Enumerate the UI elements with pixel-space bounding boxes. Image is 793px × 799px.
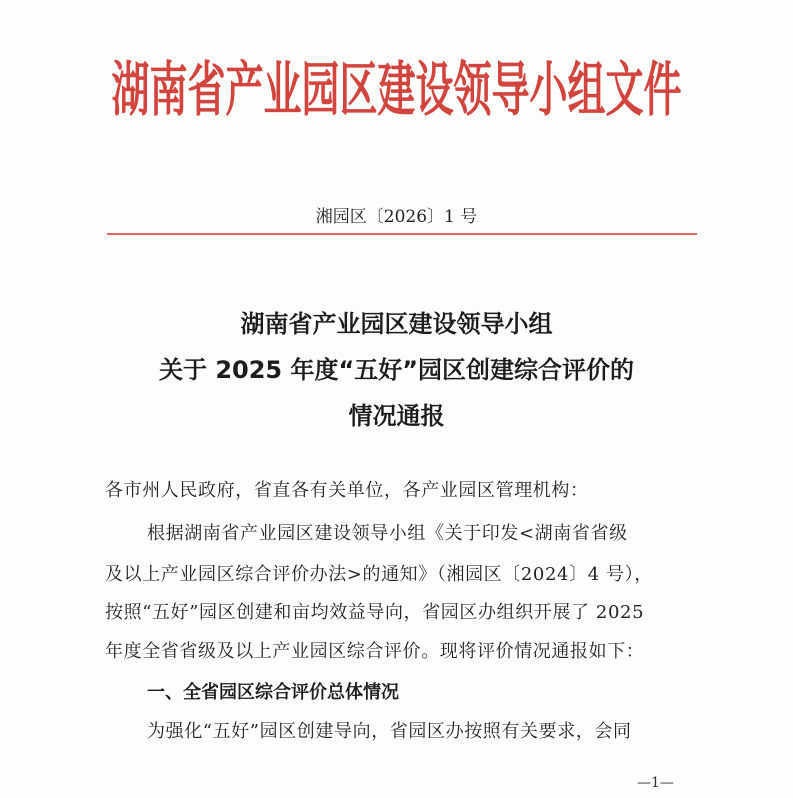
page-number: —1—: [637, 775, 674, 791]
salutation: 各市州人民政府，省直各有关单位，各产业园区管理机构：: [105, 480, 589, 501]
paragraph-1-line-2: 及以上产业园区综合评价办法>的通知》（湘园区〔2024〕4 号），: [105, 564, 653, 585]
document-title-line-2: 关于 2025 年度“五好”园区创建综合评价的: [158, 356, 635, 384]
section-heading-1: 一、全省园区综合评价总体情况: [147, 682, 399, 703]
paragraph-1-line-3: 按照“五好”园区创建和亩均效益导向，省园区办组织开展了 2025: [105, 602, 645, 623]
document-title-line-3: 情况通报: [348, 402, 445, 430]
document-title-line-1: 湖南省产业园区建设领导小组: [240, 310, 553, 338]
red-divider-line: [107, 233, 697, 235]
document-number: 湘园区〔2026〕1 号: [315, 207, 478, 227]
issuer-title: 湖南省产业园区建设领导小组文件: [111, 55, 682, 125]
paragraph-1-line-4: 年度全省省级及以上产业园区综合评价。现将评价情况通报如下：: [105, 641, 645, 662]
paragraph-2-line-1: 为强化“五好”园区创建导向，省园区办按照有关要求，会同: [147, 721, 632, 742]
paragraph-1-line-1: 根据湖南省产业园区建设领导小组《关于印发<湖南省省级: [147, 523, 628, 544]
